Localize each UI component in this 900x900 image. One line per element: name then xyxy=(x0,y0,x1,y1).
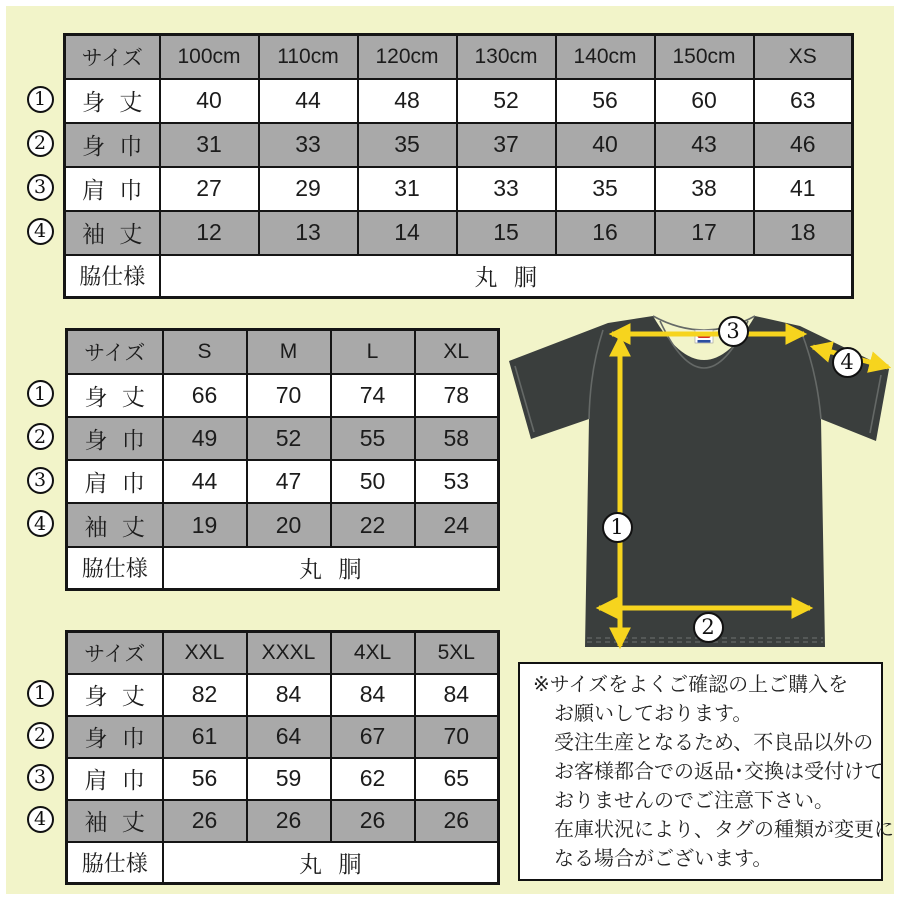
measurement-value: 52 xyxy=(457,79,556,123)
measurement-value: 52 xyxy=(247,417,331,460)
measurement-value: 59 xyxy=(247,758,331,800)
measurement-value: 46 xyxy=(754,123,853,167)
size-column-header: 110cm xyxy=(259,35,358,79)
measurement-value: 49 xyxy=(163,417,247,460)
measurement-value: 66 xyxy=(163,374,247,417)
row-number-badge: 2 xyxy=(27,423,54,450)
table-row xyxy=(65,211,853,255)
shirt-measure-badge: 2 xyxy=(693,612,724,643)
measurement-value: 43 xyxy=(655,123,754,167)
measurement-value: 16 xyxy=(556,211,655,255)
row-number-badge: 3 xyxy=(27,764,54,791)
measurement-value: 38 xyxy=(655,167,754,211)
row-number-badge: 3 xyxy=(27,174,54,201)
table-row xyxy=(65,167,853,211)
notice-line: おりませんのでご注意下さい。 xyxy=(554,790,834,812)
row-number-badge: 3 xyxy=(27,467,54,494)
side-spec-label: 脇仕様 xyxy=(67,842,163,884)
notice-line: 受注生産となるため、不良品以外の xyxy=(554,732,874,754)
size-table-large-sizes xyxy=(65,630,500,885)
shirt-measure-badge: 4 xyxy=(832,347,863,378)
side-spec-label: 脇仕様 xyxy=(65,255,160,298)
shirt-measure-badge: 3 xyxy=(718,316,749,347)
measurement-value: 67 xyxy=(331,716,415,758)
row-number-badge: 4 xyxy=(27,510,54,537)
size-column-header: 150cm xyxy=(655,35,754,79)
measurement-value: 44 xyxy=(163,460,247,503)
row-label: 袖 丈 xyxy=(65,211,160,255)
size-table-kids-sizes xyxy=(63,33,854,299)
measurement-value: 15 xyxy=(457,211,556,255)
row-number-badge: 2 xyxy=(27,722,54,749)
measurement-value: 33 xyxy=(259,123,358,167)
row-label: 身 丈 xyxy=(67,674,163,716)
size-column-header: XXXL xyxy=(247,632,331,674)
row-label: 身 巾 xyxy=(67,417,163,460)
measurement-value: 26 xyxy=(331,800,415,842)
measurement-value: 40 xyxy=(556,123,655,167)
row-label: 身 丈 xyxy=(67,374,163,417)
row-label: 身 丈 xyxy=(65,79,160,123)
measurement-value: 64 xyxy=(247,716,331,758)
size-header-label: サイズ xyxy=(67,632,163,674)
size-column-header: XXL xyxy=(163,632,247,674)
size-header-label: サイズ xyxy=(67,330,163,374)
measurement-value: 58 xyxy=(415,417,499,460)
measurement-value: 50 xyxy=(331,460,415,503)
measurement-value: 78 xyxy=(415,374,499,417)
measurement-value: 12 xyxy=(160,211,259,255)
size-header-label: サイズ xyxy=(65,35,160,79)
table-row xyxy=(67,716,499,758)
measurement-value: 74 xyxy=(331,374,415,417)
table-row xyxy=(65,123,853,167)
table-row xyxy=(67,503,499,546)
size-column-header: M xyxy=(247,330,331,374)
measurement-value: 26 xyxy=(163,800,247,842)
row-number-badge: 2 xyxy=(27,130,54,157)
measurement-value: 62 xyxy=(331,758,415,800)
size-column-header: 4XL xyxy=(331,632,415,674)
measurement-value: 37 xyxy=(457,123,556,167)
measurement-value: 27 xyxy=(160,167,259,211)
notice-box xyxy=(518,662,894,881)
size-column-header: 130cm xyxy=(457,35,556,79)
measurement-value: 31 xyxy=(160,123,259,167)
measurement-value: 40 xyxy=(160,79,259,123)
row-label: 肩 巾 xyxy=(65,167,160,211)
measurement-value: 41 xyxy=(754,167,853,211)
measurement-value: 48 xyxy=(358,79,457,123)
measurement-value: 35 xyxy=(358,123,457,167)
measurement-value: 26 xyxy=(247,800,331,842)
table-row xyxy=(65,79,853,123)
measurement-value: 35 xyxy=(556,167,655,211)
table-row xyxy=(67,417,499,460)
notice-line: なる場合がございます。 xyxy=(554,848,773,870)
measurement-value: 82 xyxy=(163,674,247,716)
measurement-value: 56 xyxy=(556,79,655,123)
row-label: 身 巾 xyxy=(67,716,163,758)
size-table-adult-sizes xyxy=(65,328,500,591)
size-column-header: XL xyxy=(415,330,499,374)
table-row xyxy=(67,758,499,800)
measurement-value: 31 xyxy=(358,167,457,211)
table-row xyxy=(67,800,499,842)
measurement-value: 24 xyxy=(415,503,499,546)
measurement-value: 61 xyxy=(163,716,247,758)
measurement-value: 84 xyxy=(415,674,499,716)
row-number-badge: 1 xyxy=(27,380,54,407)
size-column-header: XS xyxy=(754,35,853,79)
row-label: 肩 巾 xyxy=(67,460,163,503)
measurement-value: 55 xyxy=(331,417,415,460)
row-number-badge: 1 xyxy=(27,86,54,113)
size-column-header: L xyxy=(331,330,415,374)
measurement-value: 56 xyxy=(163,758,247,800)
measurement-value: 84 xyxy=(247,674,331,716)
side-spec-value: 丸 胴 xyxy=(163,547,499,590)
measurement-value: 53 xyxy=(415,460,499,503)
notice-line: お客様都合での返品･交換は受付けて xyxy=(554,761,884,783)
side-spec-value: 丸 胴 xyxy=(163,842,499,884)
shirt-measure-badge: 1 xyxy=(602,512,633,543)
row-number-badge: 4 xyxy=(27,806,54,833)
measurement-value: 14 xyxy=(358,211,457,255)
measurement-value: 60 xyxy=(655,79,754,123)
measurement-value: 33 xyxy=(457,167,556,211)
size-column-header: 5XL xyxy=(415,632,499,674)
row-label: 袖 丈 xyxy=(67,503,163,546)
row-number-badge: 4 xyxy=(27,218,54,245)
measurement-value: 84 xyxy=(331,674,415,716)
measurement-value: 13 xyxy=(259,211,358,255)
measurement-value: 63 xyxy=(754,79,853,123)
measurement-value: 20 xyxy=(247,503,331,546)
measurement-value: 47 xyxy=(247,460,331,503)
size-column-header: 140cm xyxy=(556,35,655,79)
table-row xyxy=(67,374,499,417)
side-spec-label: 脇仕様 xyxy=(67,547,163,590)
row-label: 肩 巾 xyxy=(67,758,163,800)
measurement-value: 65 xyxy=(415,758,499,800)
row-label: 身 巾 xyxy=(65,123,160,167)
row-label: 袖 丈 xyxy=(67,800,163,842)
side-spec-value: 丸 胴 xyxy=(160,255,853,298)
measurement-value: 26 xyxy=(415,800,499,842)
measurement-value: 29 xyxy=(259,167,358,211)
notice-line: 在庫状況により、タグの種類が変更に xyxy=(554,819,894,841)
measurement-value: 44 xyxy=(259,79,358,123)
notice-line: お願いしております。 xyxy=(554,703,753,725)
measurement-value: 70 xyxy=(415,716,499,758)
size-column-header: 100cm xyxy=(160,35,259,79)
measurement-value: 17 xyxy=(655,211,754,255)
measurement-value: 22 xyxy=(331,503,415,546)
measurement-value: 70 xyxy=(247,374,331,417)
size-column-header: S xyxy=(163,330,247,374)
table-row xyxy=(67,460,499,503)
row-number-badge: 1 xyxy=(27,680,54,707)
measurement-value: 18 xyxy=(754,211,853,255)
table-row xyxy=(67,674,499,716)
size-column-header: 120cm xyxy=(358,35,457,79)
notice-line: ※サイズをよくご確認の上ご購入を xyxy=(533,674,849,696)
measurement-value: 19 xyxy=(163,503,247,546)
